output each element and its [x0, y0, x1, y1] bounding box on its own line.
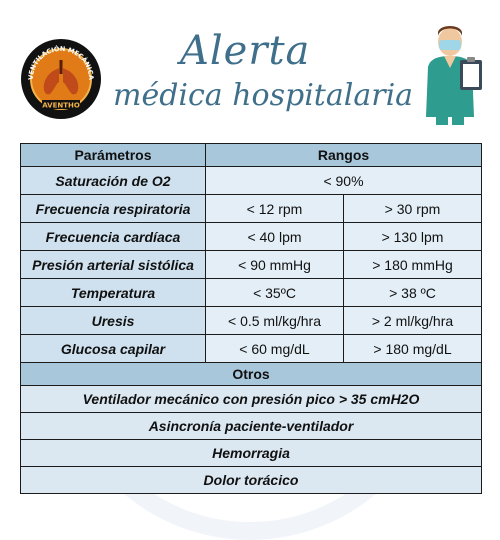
table-row [21, 167, 482, 195]
param-cell: Uresis [21, 307, 206, 335]
logo-text-top: VENTILACIÓN MECÁNICA [26, 44, 96, 81]
range-low-cell: < 0.5 ml/kg/hra [206, 307, 344, 335]
header-otros: Otros [21, 363, 482, 386]
title-line2: médica hospitalaria [113, 78, 414, 113]
other-cell: Dolor torácico [21, 467, 482, 494]
logo [20, 38, 102, 120]
logo-text-bottom: AVENTHO [42, 101, 80, 110]
other-cell: Hemorragia [21, 440, 482, 467]
table-row [21, 195, 482, 223]
range-high-cell: > 30 rpm [344, 195, 482, 223]
table-row [21, 467, 482, 494]
param-cell: Frecuencia respiratoria [21, 195, 206, 223]
table-row [21, 223, 482, 251]
table-row [21, 413, 482, 440]
header-rangos: Rangos [206, 144, 482, 167]
range-low-cell: < 60 mg/dL [206, 335, 344, 363]
title-line1: Alerta [180, 28, 311, 74]
range-high-cell: > 180 mmHg [344, 251, 482, 279]
header [0, 0, 500, 140]
range-high-cell: > 38 ºC [344, 279, 482, 307]
range-high-cell: > 130 lpm [344, 223, 482, 251]
table-row [21, 335, 482, 363]
range-high-cell: > 2 ml/kg/hra [344, 307, 482, 335]
table-header-row [21, 144, 482, 167]
doctor-with-clipboard-icon [420, 22, 490, 127]
param-cell: Frecuencia cardíaca [21, 223, 206, 251]
range-low-cell: < 35ºC [206, 279, 344, 307]
others-header-row [21, 363, 482, 386]
range-low-cell: < 90 mmHg [206, 251, 344, 279]
range-cell: < 90% [206, 167, 482, 195]
other-cell: Ventilador mecánico con presión pico > 35 cmH2O [21, 386, 482, 413]
param-cell: Presión arterial sistólica [21, 251, 206, 279]
param-cell: Saturación de O2 [21, 167, 206, 195]
range-high-cell: > 180 mg/dL [344, 335, 482, 363]
param-cell: Temperatura [21, 279, 206, 307]
table-row [21, 279, 482, 307]
range-low-cell: < 40 lpm [206, 223, 344, 251]
table-row [21, 251, 482, 279]
param-cell: Glucosa capilar [21, 335, 206, 363]
alert-table [20, 143, 482, 494]
header-parametros: Parámetros [21, 144, 206, 167]
table-row [21, 440, 482, 467]
range-low-cell: < 12 rpm [206, 195, 344, 223]
other-cell: Asincronía paciente-ventilador [21, 413, 482, 440]
table-row [21, 307, 482, 335]
table-row [21, 386, 482, 413]
